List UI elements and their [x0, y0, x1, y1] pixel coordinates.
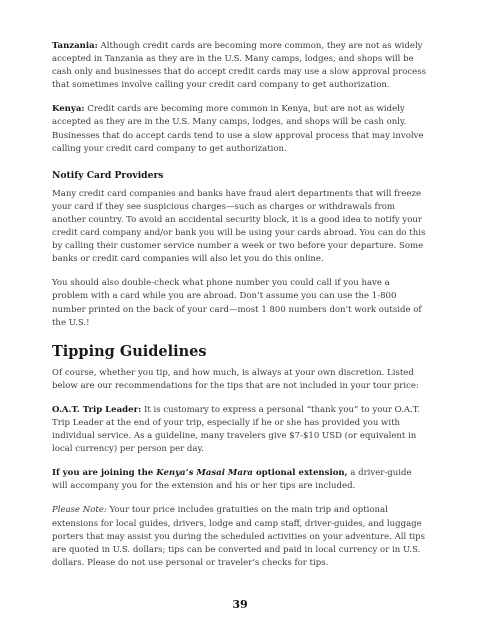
please-note-text: Your tour price includes gratuities on the main trip and optional extensions for local guides, drivers, lodge and camp staff, driver-guides, and luggage porters that may assist you during the scheduled activities on your adventure. All tips are quoted in U.S. dollars; tips can be converted and paid in local currency or in U.S. dollars. Please do not use personal or traveler’s checks for tips.	[52, 505, 425, 568]
kenya-label: Kenya:	[52, 104, 85, 115]
notify-paragraph-1: Many credit card companies and banks have fraud alert departments that will freeze your card if they see suspicious charges—such as charges or withdrawals from another country. To avoid an accidental security block, it is a good idea to notify your credit card company and/or bank you will be using your cards abroad. You can do this by calling their customer service number a week or two before your departure. Some banks or credit card companies will also let you do this online.	[52, 188, 426, 265]
masai-prefix: If you are joining the	[52, 468, 157, 479]
masai-suffix: optional extension,	[252, 468, 348, 479]
masai-mara-text: a driver-guide will accompany you for the extension and his or her tips are included.	[52, 468, 412, 492]
notify-heading: Notify Card Providers	[52, 169, 164, 181]
notify-paragraph-2: You should also double-check what phone number you could call if you have a problem with a card while you are abroad. Don’t assume you can use the 1-800 number printed on the back of your card—most 1 800 numbers don’t work outside of the U.S.!	[52, 278, 422, 328]
trip-leader-paragraph	[52, 404, 428, 456]
please-note-paragraph	[52, 504, 428, 569]
trip-leader-text: It is customary to express a personal “thank you” to your O.A.T. Trip Leader at the end of your trip, especially if he or she has provided you with individual service. As a guideline, many travelers give $7-$10 USD (or equivalent in local currency) per person per day.	[52, 404, 420, 455]
trip-leader-label: O.A.T. Trip Leader:	[52, 404, 142, 415]
please-note-label: Please Note:	[52, 505, 107, 516]
page-number: 39	[232, 598, 248, 611]
kenya-paragraph	[52, 103, 428, 155]
tipping-heading: Tipping Guidelines	[52, 342, 207, 360]
tanzania-label: Tanzania:	[52, 41, 98, 51]
masai-mara-label	[52, 468, 348, 478]
tipping-intro: Of course, whether you tip, and how much, is always at your own discretion. Listed below are our recommendations for the tips that are not included in your tour price:	[52, 367, 419, 391]
masai-italic: Kenya’s Masai Mara	[156, 468, 253, 479]
tanzania-paragraph	[52, 40, 428, 92]
tanzania-text: Although credit cards are becoming more common, they are not as widely accepted in Tanzania as they are in the U.S. Many camps, lodges, and shops will be cash only and businesses that do accept credit cards may use a slow approval process that sometimes involve calling your credit card company to get authorization.	[52, 41, 426, 91]
masai-mara-paragraph	[52, 467, 428, 493]
kenya-text: Credit cards are becoming more common in Kenya, but are not as widely accepted as they are in the U.S. Many camps, lodges, and shops will be cash only. Businesses that do accept cards tend to use a slow approval process that may involve calling your credit card company to get authorization.	[52, 104, 424, 154]
